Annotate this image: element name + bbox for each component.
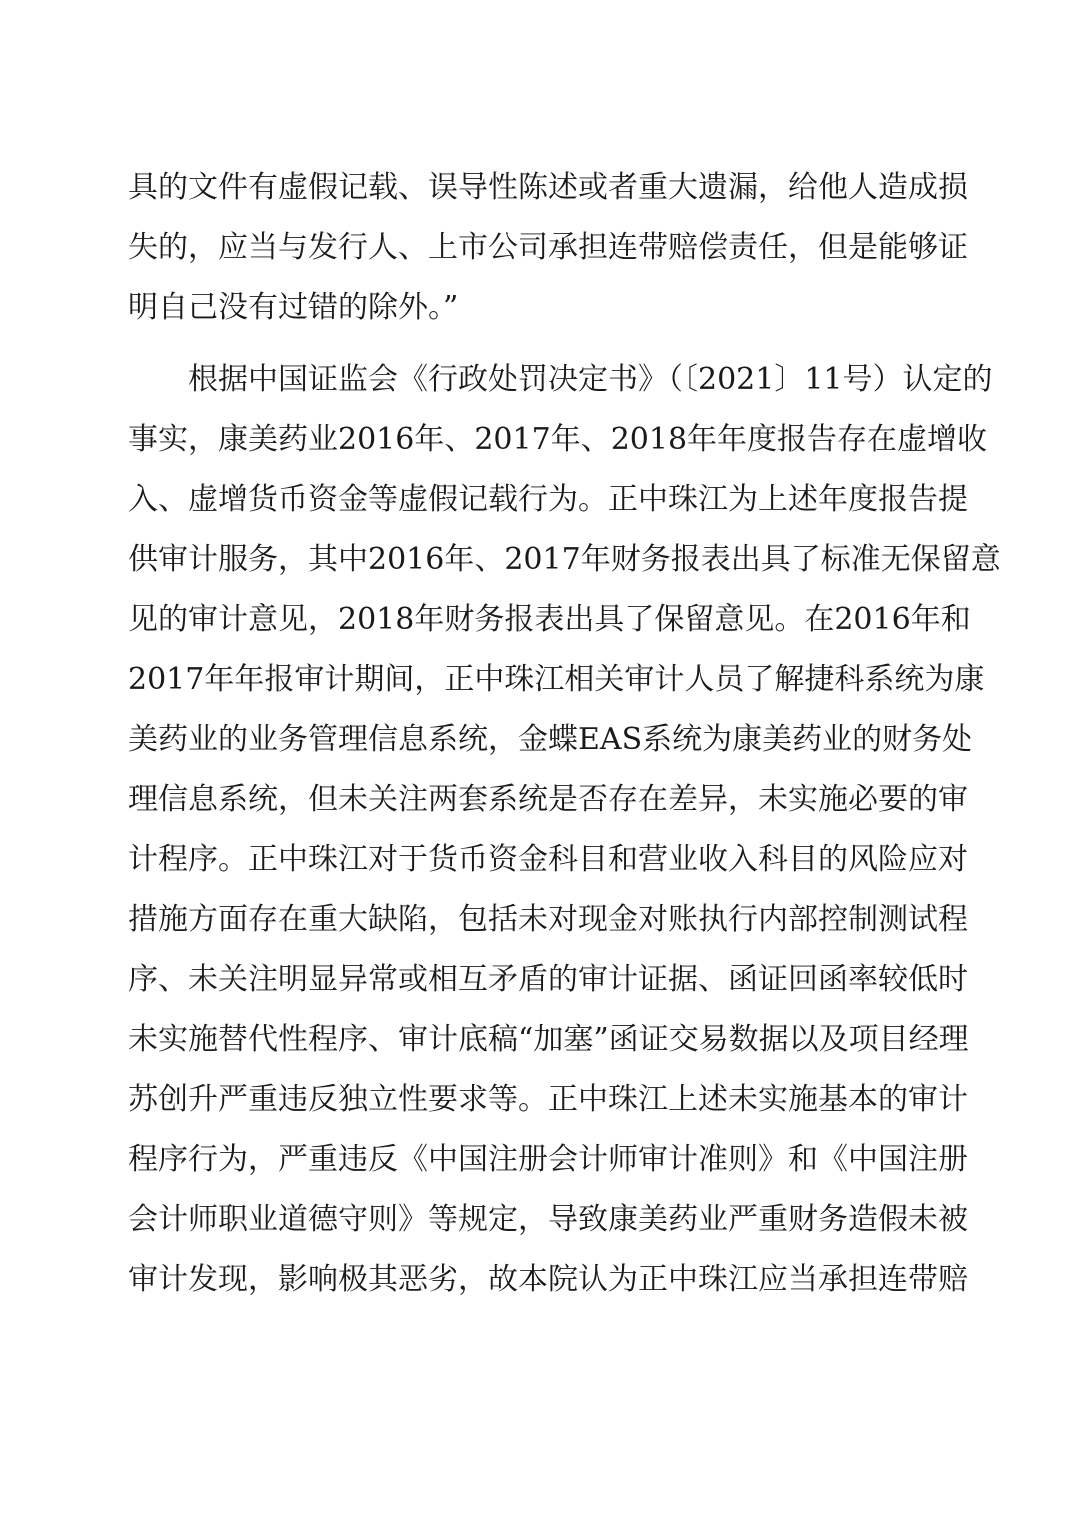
text-line: 程序行为，严重违反《中国注册会计师审计准则》和《中国注册 [128,1142,968,1177]
text-line: 事实，康美药业2016年、2017年、2018年年度报告存在虚增收 [128,422,988,457]
text-line: 明自己没有过错的除外。” [128,290,459,325]
text-line: 入、虚增货币资金等虚假记载行为。正中珠江为上述年度报告提 [128,482,968,517]
text-line: 美药业的业务管理信息系统，金蝶EAS系统为康美药业的财务处 [128,722,973,757]
text-line: 未实施替代性程序、审计底稿“加塞”函证交易数据以及项目经理 [128,1022,969,1057]
text-line: 根据中国证监会《行政处罚决定书》（〔2021〕11号）认定的 [188,362,993,397]
text-line: 审计发现，影响极其恶劣，故本院认为正中珠江应当承担连带赔 [128,1262,968,1297]
text-line: 2017年年报审计期间，正中珠江相关审计人员了解捷科系统为康 [128,662,985,697]
text-line: 见的审计意见，2018年财务报表出具了保留意见。在2016年和 [128,602,971,637]
text-line: 会计师职业道德守则》等规定，导致康美药业严重财务造假未被 [128,1202,968,1237]
text-line: 理信息系统，但未关注两套系统是否存在差异，未实施必要的审 [128,782,968,817]
text-line: 失的，应当与发行人、上市公司承担连带赔偿责任，但是能够证 [128,230,968,265]
text-line: 具的文件有虚假记载、误导性陈述或者重大遗漏，给他人造成损 [128,170,968,205]
text-line: 苏创升严重违反独立性要求等。正中珠江上述未实施基本的审计 [128,1082,968,1117]
text-line: 措施方面存在重大缺陷，包括未对现金对账执行内部控制测试程 [128,902,968,937]
text-line: 序、未关注明显异常或相互矛盾的审计证据、函证回函率较低时 [128,962,968,997]
text-line: 计程序。正中珠江对于货币资金科目和营业收入科目的风险应对 [128,842,968,877]
text-line: 供审计服务，其中2016年、2017年财务报表出具了标准无保留意 [128,542,1001,577]
